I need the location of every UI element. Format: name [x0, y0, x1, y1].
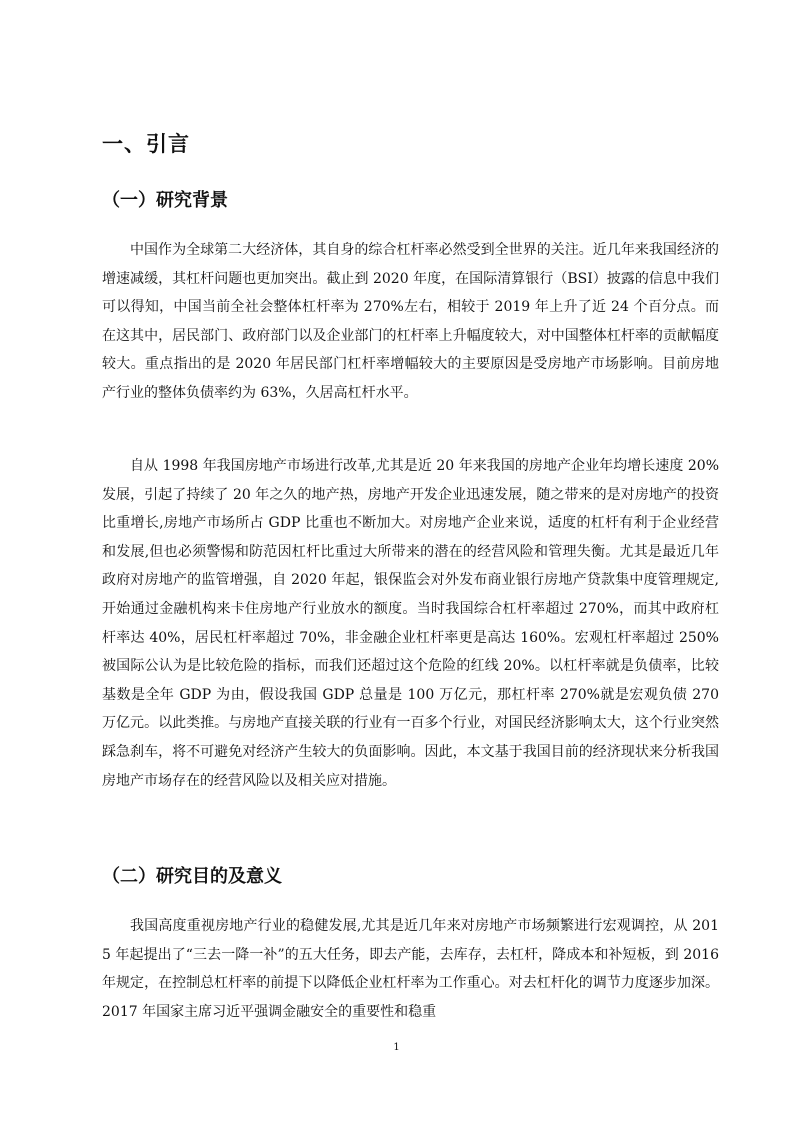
paragraph: 中国作为全球第二大经济体，其自身的综合杠杆率必然受到全世界的关注。近几年来我国经济的增速减缓，其杠杆问题也更加突出。截止到 2020 年度，在国际清算银行（BSI）披露的信息中我们可以得知，中国当前全社会整体杠杆率为 270%左右，相较于 2019 年上升了近 24 个百分点。而在这其中，居民部门、政府部门以及企业部门的杠杆率上升幅度较大，对中国整体杠杆率的贡献幅度较大。重点指出的是 2020 年居民部门杠杆率增幅较大的主要原因是受房地产市场影响。目前房地产行业的整体负债率约为 63%，久居高杠杆水平。	[102, 242, 719, 401]
paragraph: 我国高度重视房地产行业的稳健发展,尤其是近几年来对房地产市场频繁进行宏观调控，从 2015 年起提出了“三去一降一补”的五大任务，即去产能，去库存，去杠杆，降成本和补短板，到 2016 年规定，在控制总杠杆率的前提下以降低企业杠杆率为工作重心。对去杠杆化的调节力度逐步加深。2017 年国家主席习近平强调金融安全的重要性和稳重	[102, 918, 719, 1020]
paragraph: 自从 1998 年我国房地产市场进行改革,尤其是近 20 年来我国的房地产企业年均增长速度 20%发展，引起了持续了 20 年之久的地产热，房地产开发企业迅速发展，随之带来的是对房地产的投资比重增长,房地产市场所占 GDP 比重也不断加大。对房地产企业来说，适度的杠杆有利于企业经营和发展,但也必须警惕和防范因杠杆比重过大所带来的潜在的经营风险和管理失衡。尤其是最近几年政府对房地产的监管增强，自 2020 年起，银保监会对外发布商业银行房地产贷款集中度管理规定,开始通过金融机构来卡住房地产行业放水的额度。当时我国综合杠杆率超过 270%，而其中政府杠杆率达 40%，居民杠杆率超过 70%，非金融企业杠杆率更是高达 160%。宏观杠杆率超过 250%被国际公认为是比较危险的指标，而我们还超过这个危险的红线 20%。以杠杆率就是负债率，比较基数是全年 GDP 为由，假设我国 GDP 总量是 100 万亿元，那杠杆率 270%就是宏观负债 270 万亿元。以此类推。与房地产直接关联的行业有一百多个行业，对国民经济影响太大，这个行业突然踩急刹车，将不可避免对经济产生较大的负面影响。因此，本文基于我国目前的经济现状来分析我国房地产市场存在的经营风险以及相关应对措施。	[102, 458, 719, 789]
section-heading-purpose: （二）研究目的及意义	[102, 866, 282, 887]
section-heading-background: （一）研究背景	[102, 190, 228, 211]
page-number: 1	[393, 1042, 400, 1053]
chapter-heading: 一、引言	[102, 132, 190, 156]
